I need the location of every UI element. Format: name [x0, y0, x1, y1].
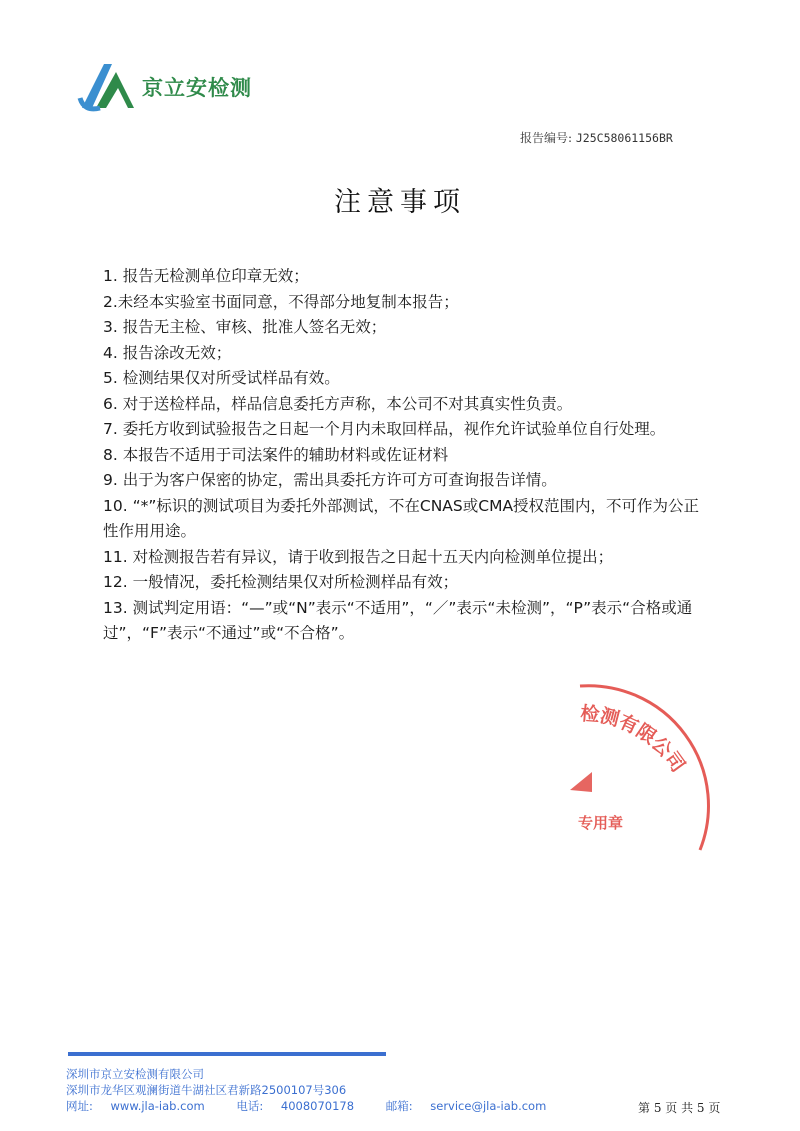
company-logo [76, 58, 276, 114]
note-item-13: 13. 测试判定用语：“—”或“N”表示“不适用”，“／”表示“未检测”，“P”表示“合格或通过”，“F”表示“不通过”或“不合格”。 [103, 598, 693, 642]
note-item-9: 9. 出于为客户保密的协定，需出具委托方许可方可查询报告详情。 [103, 471, 557, 489]
note-item-12: 12. 一般情况，委托检测结果仅对所检测样品有效； [103, 573, 459, 591]
phone-number: 4008070178 [280, 1099, 355, 1113]
phone-label: 电话: [236, 1099, 264, 1113]
footer-divider [68, 1052, 386, 1056]
note-item-11: 11. 对检测报告若有异议，请于收到报告之日起十五天内向检测单位提出； [103, 547, 614, 566]
company-seal-stamp [540, 680, 710, 860]
logo-mark-icon [76, 58, 138, 114]
report-number-label: 报告编号: [520, 131, 573, 145]
note-item-6: 6. 对于送检样品，样品信息委托方声称，本公司不对其真实性负责。 [103, 394, 573, 413]
svg-text:检测有限公司: 检测有限公司 [579, 702, 690, 777]
report-number-value: J25C58061156BR [575, 131, 673, 145]
note-item-5: 5. 检测结果仅对所受试样品有效。 [103, 369, 340, 387]
note-item-10: 10. “*”标识的测试项目为委托外部测试，不在CNAS或CMA授权范围内，不可作为公正性作用用途。 [103, 496, 700, 540]
website-link[interactable]: www.jla-iab.com [110, 1099, 205, 1113]
page-number: 第 5 页 共 5 页 [638, 1101, 721, 1115]
note-item-2: 2.未经本实验室书面同意，不得部分地复制本报告； [103, 292, 459, 311]
website-label: 网址: [66, 1099, 93, 1113]
footer-contacts [66, 1098, 574, 1114]
seal-icon [540, 680, 710, 860]
report-number [520, 129, 673, 146]
footer [66, 1066, 574, 1114]
company-name: 京立安检测 [142, 76, 252, 100]
footer-email [386, 1099, 561, 1113]
email-label: 邮箱: [385, 1099, 413, 1113]
footer-company: 深圳市京立安检测有限公司 [66, 1067, 204, 1081]
footer-website [66, 1099, 219, 1113]
note-item-8: 8. 本报告不适用于司法案件的辅助材料或佐证材料 [103, 445, 449, 464]
note-item-3: 3. 报告无主检、审核、批准人签名无效； [103, 318, 387, 336]
note-item-7: 7. 委托方收到试验报告之日起一个月内未取回样品，视作允许试验单位自行处理。 [103, 420, 666, 438]
footer-address: 深圳市龙华区观澜街道牛湖社区君新路2500107号306 [66, 1083, 347, 1097]
note-item-1: 1. 报告无检测单位印章无效； [103, 267, 309, 285]
page-title: 注意事项 [334, 187, 466, 218]
svg-text:专用章: 专用章 [578, 814, 624, 832]
email-link[interactable]: service@jla-iab.com [430, 1099, 547, 1113]
notes-list [103, 264, 703, 647]
footer-phone [236, 1099, 368, 1113]
note-item-4: 4. 报告涂改无效； [103, 343, 232, 362]
